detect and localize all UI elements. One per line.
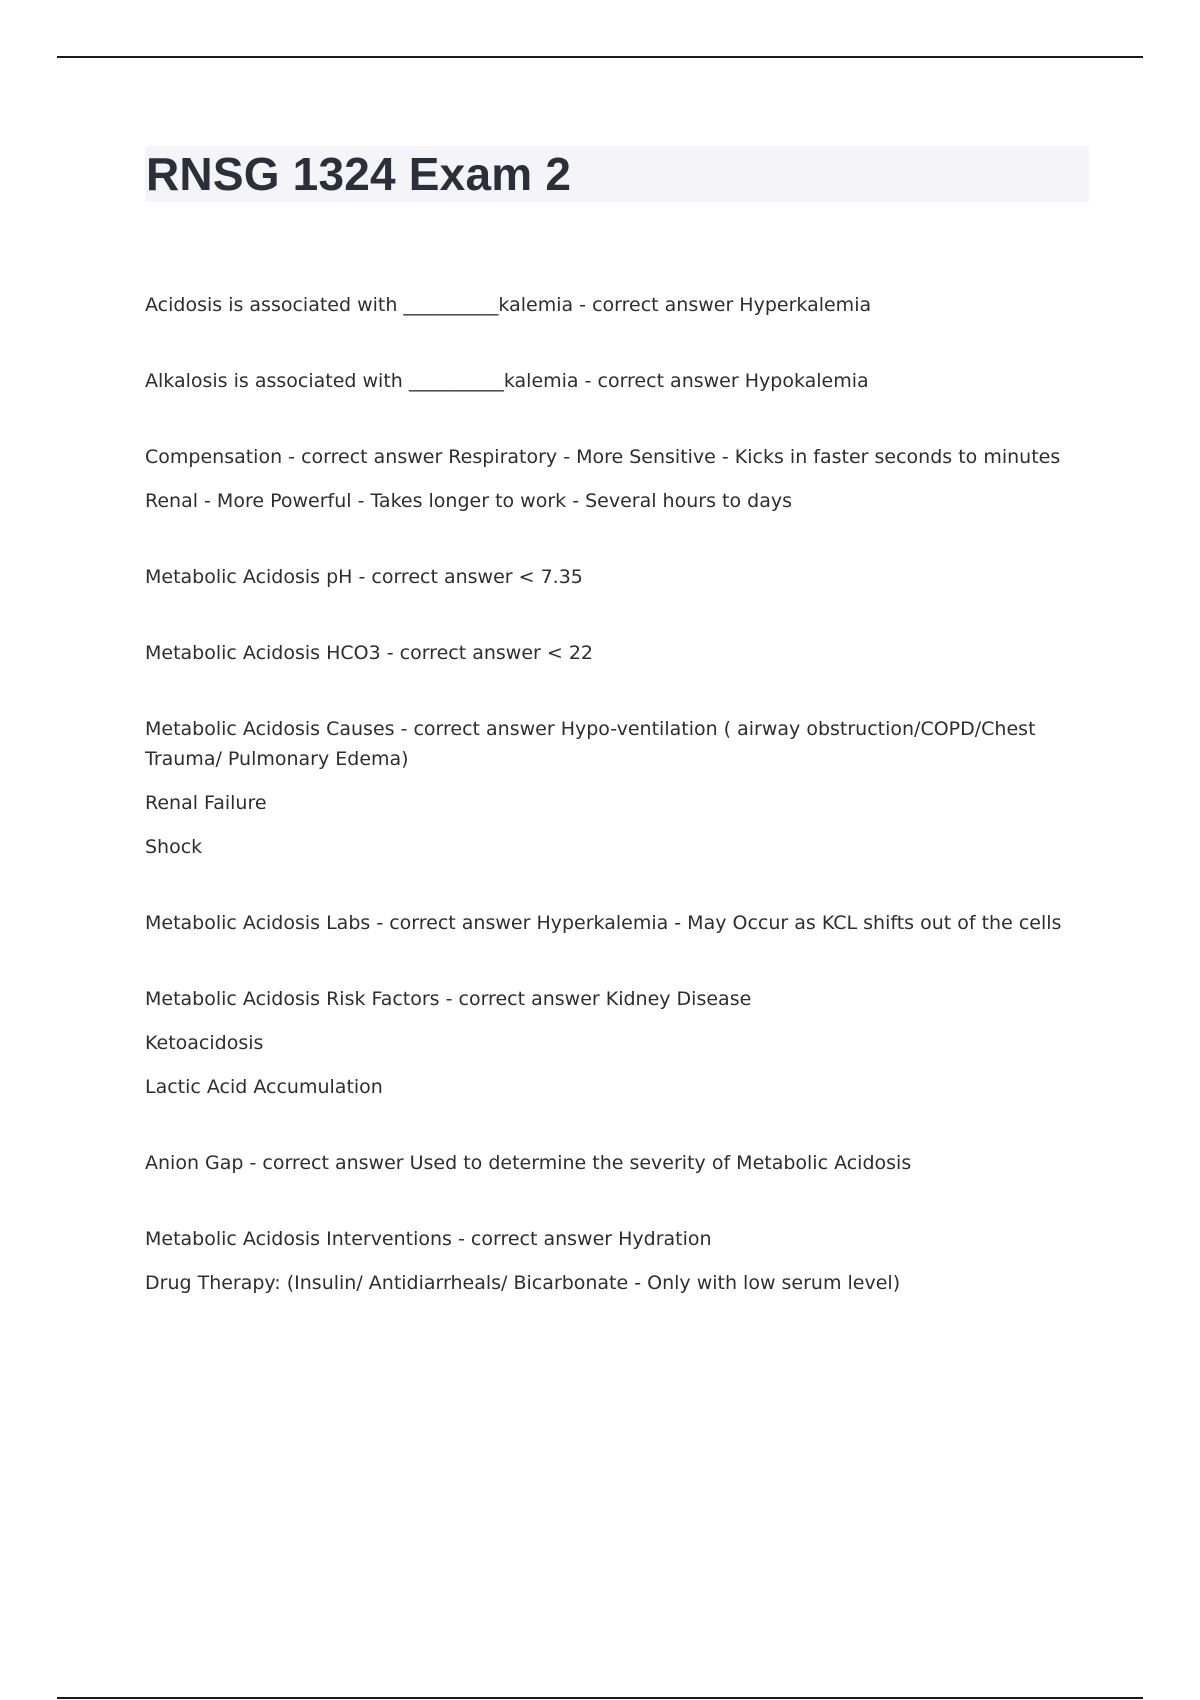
bottom-rule — [57, 1697, 1143, 1699]
qa-item — [145, 562, 1085, 592]
qa-question-line: Metabolic Acidosis HCO3 - correct answer < 22 — [145, 642, 593, 664]
qa-answer-line: Lactic Acid Accumulation — [145, 1076, 383, 1098]
qa-answer-line: Renal Failure — [145, 792, 267, 814]
qa-item — [145, 714, 1085, 862]
qa-answer-line: Shock — [145, 836, 203, 858]
qa-question-line: Metabolic Acidosis Causes - correct answer Hypo-ventilation ( airway obstruction/COPD/Chest Trauma/ Pulmonary Edema) — [145, 718, 1036, 770]
document-body — [145, 290, 1085, 1344]
qa-answer-line: Renal - More Powerful - Takes longer to work - Several hours to days — [145, 490, 792, 512]
qa-question-line: Metabolic Acidosis Interventions - correct answer Hydration — [145, 1228, 712, 1250]
qa-item — [145, 366, 1085, 396]
qa-question-line: Compensation - correct answer Respiratory - More Sensitive - Kicks in faster seconds to minutes — [145, 446, 1061, 468]
qa-item — [145, 442, 1085, 516]
qa-question-line: Anion Gap - correct answer Used to determine the severity of Metabolic Acidosis — [145, 1152, 912, 1174]
qa-question-line: Acidosis is associated with __________kalemia - correct answer Hyperkalemia — [145, 294, 872, 316]
qa-item — [145, 638, 1085, 668]
qa-item — [145, 290, 1085, 320]
qa-question-line: Metabolic Acidosis pH - correct answer < 7.35 — [145, 566, 583, 588]
qa-item — [145, 1224, 1085, 1298]
qa-question-line: Metabolic Acidosis Risk Factors - correct answer Kidney Disease — [145, 988, 752, 1010]
top-rule — [57, 56, 1143, 58]
qa-item — [145, 908, 1085, 938]
qa-answer-line: Ketoacidosis — [145, 1032, 264, 1054]
qa-item — [145, 984, 1085, 1102]
qa-question-line: Metabolic Acidosis Labs - correct answer Hyperkalemia - May Occur as KCL shifts out of the cells — [145, 912, 1062, 934]
page-title: RNSG 1324 Exam 2 — [146, 148, 572, 200]
qa-item — [145, 1148, 1085, 1178]
qa-question-line: Alkalosis is associated with __________kalemia - correct answer Hypokalemia — [145, 370, 869, 392]
qa-answer-line: Drug Therapy: (Insulin/ Antidiarrheals/ Bicarbonate - Only with low serum level) — [145, 1272, 901, 1294]
